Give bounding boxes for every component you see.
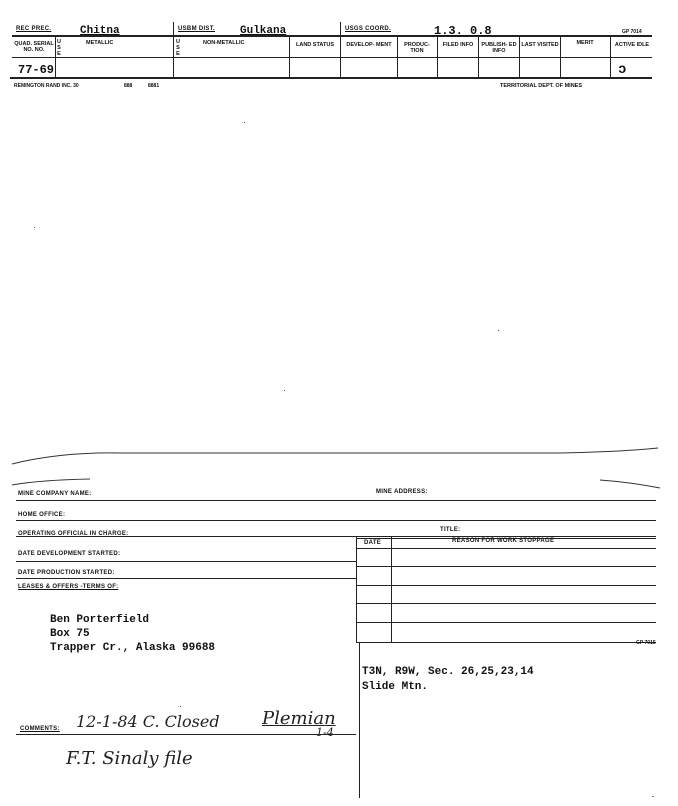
date-development-started-label: DATE DEVELOPMENT STARTED: xyxy=(18,551,121,557)
address-line-3: Trapper Cr., Alaska 99688 xyxy=(50,642,216,654)
divider xyxy=(356,536,357,643)
handwritten-note-3: 1-4 xyxy=(316,726,334,739)
printer-code-2: 8881 xyxy=(148,83,160,89)
divider xyxy=(391,536,392,643)
col-use-nonmetallic: U S E xyxy=(176,39,180,57)
col-land-status: LAND STATUS xyxy=(296,42,334,48)
col-production: PRODUC- TION xyxy=(404,42,430,54)
leases-offers-label: LEASES & OFFERS -TERMS OF: xyxy=(18,584,119,590)
active-idle-mark: ↄ xyxy=(618,62,627,78)
rule xyxy=(356,622,656,623)
rule xyxy=(356,585,656,586)
rule xyxy=(356,603,656,604)
printer-code-1: 888 xyxy=(124,83,133,89)
mine-company-name-label: MINE COMPANY NAME: xyxy=(18,491,92,497)
col-last-visited: LAST VISITED xyxy=(521,42,559,48)
speck xyxy=(180,706,181,707)
speck xyxy=(284,390,285,391)
divider xyxy=(340,22,341,78)
rec-prec-value: Chitna xyxy=(80,25,120,37)
speck xyxy=(498,330,499,331)
usgs-coord-label: USGS COORD. xyxy=(345,26,391,32)
speck xyxy=(34,227,35,228)
speck xyxy=(652,796,654,797)
col-filed-info: FILED INFO xyxy=(442,42,474,48)
col-metallic: METALLIC xyxy=(86,40,114,46)
address-line-2: Box 75 xyxy=(50,628,90,640)
home-office-label: HOME OFFICE: xyxy=(18,512,66,518)
handwritten-note-2: Plemian xyxy=(262,708,336,729)
form-number-top: GP 7014 xyxy=(622,29,642,35)
handwritten-note-1: 12-1-84 C. Closed xyxy=(76,712,220,731)
rule xyxy=(16,578,356,579)
date-header: DATE xyxy=(364,540,382,546)
usbm-dist-value: Gulkana xyxy=(240,25,287,37)
col-quad-serial: QUAD. SERIAL NO. NO. xyxy=(14,41,54,53)
quad-serial-value: 77-69 xyxy=(18,63,55,77)
rule xyxy=(356,548,656,549)
column-header-rule xyxy=(12,57,652,58)
col-published-info: PUBLISH- ED INFO xyxy=(481,42,517,54)
handwritten-note-4: F.T. Sinaly file xyxy=(66,748,193,769)
operating-official-label: OPERATING OFFICIAL IN CHARGE: xyxy=(18,531,129,537)
title-label: TITLE: xyxy=(440,527,461,533)
date-production-started-label: DATE PRODUCTION STARTED: xyxy=(18,570,115,576)
divider xyxy=(173,22,174,78)
address-line-1: Ben Porterfield xyxy=(50,614,150,626)
territorial-dept: TERRITORIAL DEPT. OF MINES xyxy=(500,83,582,89)
location-line-2: Slide Mtn. xyxy=(362,681,429,693)
usgs-coord-value: 1.3. 0.8 xyxy=(434,24,492,38)
comments-rule xyxy=(16,734,356,735)
printer-imprint: REMINGTON RAND INC. 30 xyxy=(14,83,79,89)
usbm-dist-label: USBM DIST. xyxy=(178,26,216,32)
rule xyxy=(16,561,356,562)
rule xyxy=(356,566,656,567)
rule xyxy=(16,500,656,501)
rule xyxy=(16,536,656,537)
row-bottom-rule-2 xyxy=(10,78,652,79)
mine-address-label: MINE ADDRESS: xyxy=(376,489,428,495)
rec-prec-label: REC PREC. xyxy=(16,26,52,32)
col-use-metallic: U S E xyxy=(57,39,61,57)
rule xyxy=(16,520,656,521)
card-edge xyxy=(0,444,678,494)
col-merit: MERIT xyxy=(576,40,594,46)
comments-label: COMMENTS: xyxy=(20,726,60,732)
rule xyxy=(356,642,656,643)
col-non-metallic: NON-METALLIC xyxy=(203,40,245,46)
location-line-1: T3N, R9W, Sec. 26,25,23,14 xyxy=(362,666,534,678)
col-development: DEVELOP- MENT xyxy=(346,42,392,48)
form-number-mid: GP 7015 xyxy=(636,640,656,646)
reason-header: REASON FOR WORK STOPPAGE xyxy=(452,538,555,544)
divider xyxy=(359,642,360,798)
col-active-idle: ACTIVE IDLE xyxy=(614,42,650,48)
speck xyxy=(244,122,245,123)
